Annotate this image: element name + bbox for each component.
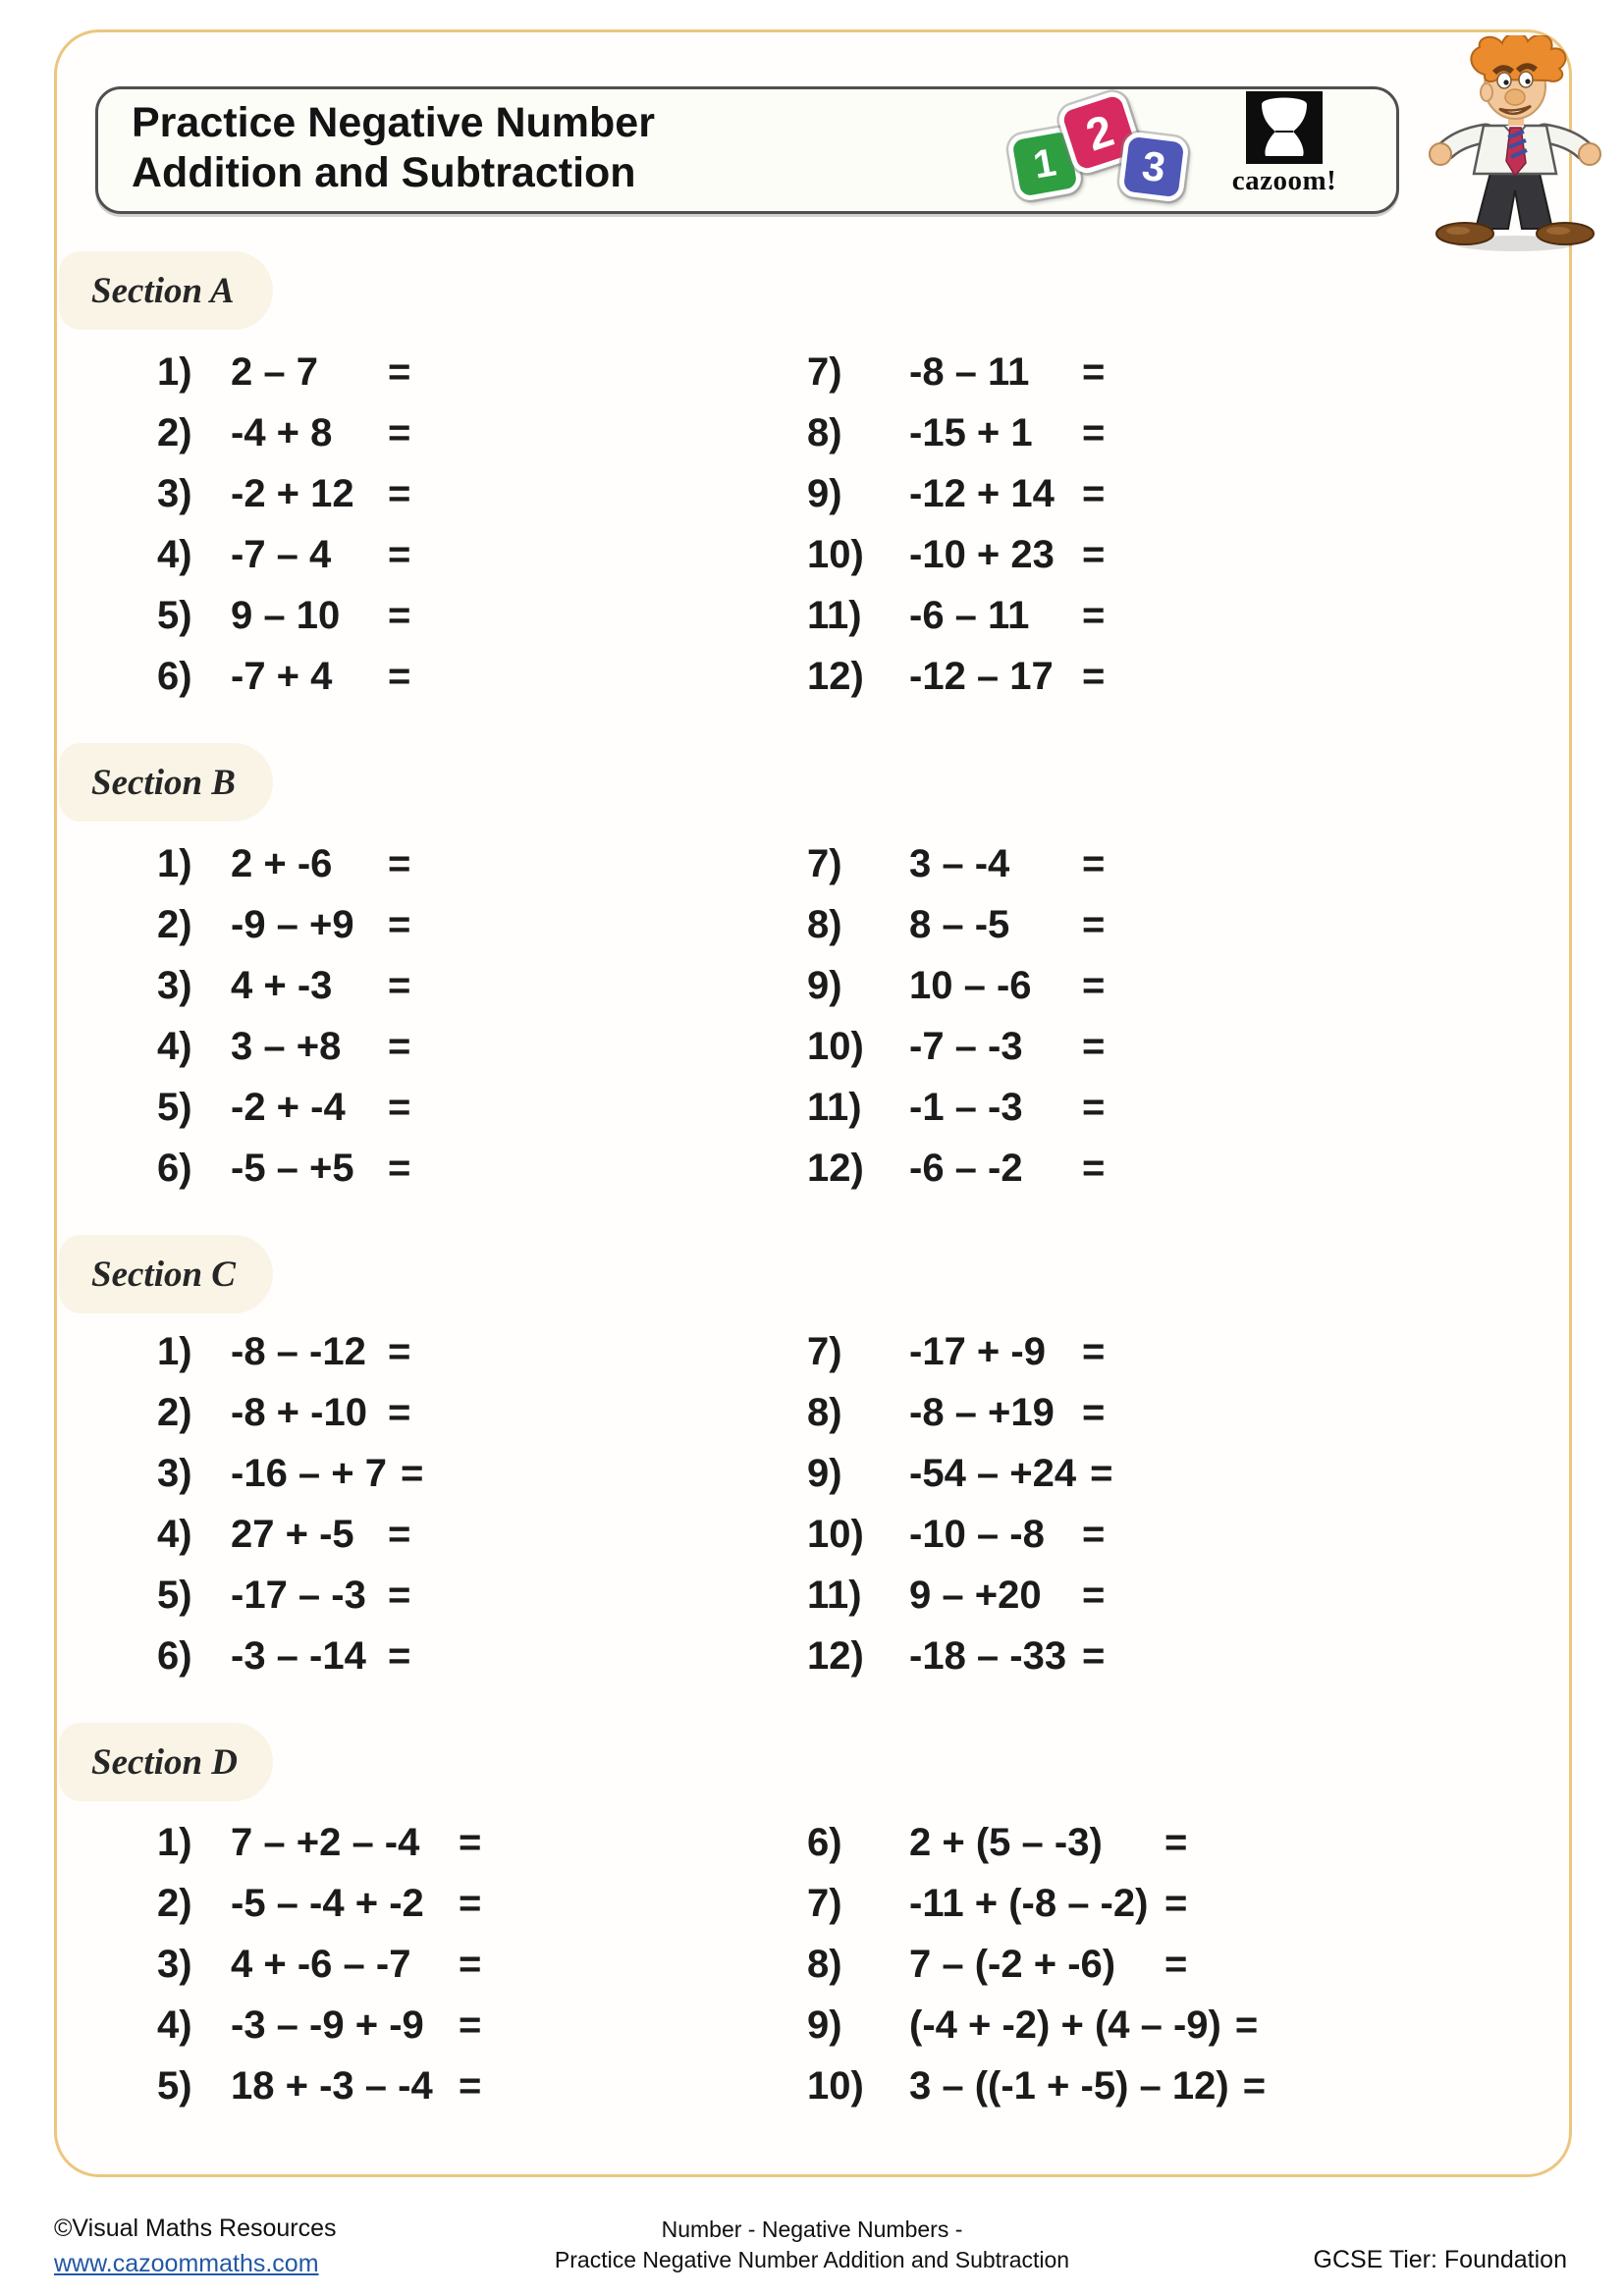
cazoom-wordmark: cazoom! <box>1231 165 1337 196</box>
problem-row <box>807 1995 1266 2056</box>
equals-sign: = <box>388 1085 411 1129</box>
problem-row <box>157 646 410 707</box>
problem-expression: -8 – -12 <box>231 1329 366 1373</box>
problem-expression: -5 – -4 + -2 <box>231 1881 424 1925</box>
problem-number: 3) <box>157 471 192 515</box>
equals-sign: = <box>1082 1085 1106 1129</box>
equals-sign: = <box>1082 1573 1106 1617</box>
equals-sign: = <box>1082 593 1106 637</box>
equals-sign: = <box>1082 841 1106 885</box>
section-d-column-left <box>157 1812 481 2116</box>
problem-expression: -12 + 14 <box>909 471 1055 515</box>
section-c-label: Section C <box>91 1254 236 1295</box>
equals-sign: = <box>388 1512 411 1556</box>
problem-number: 3) <box>157 1942 192 1986</box>
problem-row <box>807 1443 1113 1504</box>
equals-sign: = <box>459 2063 482 2108</box>
problem-row <box>807 1321 1113 1382</box>
problem-row <box>157 1321 423 1382</box>
problem-expression: -2 + 12 <box>231 471 354 515</box>
problem-number: 11) <box>807 593 862 637</box>
problem-expression: 27 + -5 <box>231 1512 354 1556</box>
problem-row <box>807 1934 1266 1995</box>
equals-sign: = <box>388 654 411 698</box>
problem-expression: 3 – ((-1 + -5) – 12) <box>909 2063 1229 2108</box>
equals-sign: = <box>1082 654 1106 698</box>
problem-number: 12) <box>807 654 864 698</box>
equals-sign: = <box>1082 532 1106 576</box>
problem-number: 1) <box>157 1329 192 1373</box>
footer-topic <box>321 2215 1303 2275</box>
problem-expression: -16 – + 7 <box>231 1451 388 1495</box>
equals-sign: = <box>388 902 411 946</box>
problem-row <box>807 1626 1113 1686</box>
equals-sign: = <box>1090 1451 1113 1495</box>
problem-number: 7) <box>807 349 842 394</box>
equals-sign: = <box>388 532 411 576</box>
problem-expression: -10 + 23 <box>909 532 1055 576</box>
problem-expression: -1 – -3 <box>909 1085 1023 1129</box>
problem-row <box>807 833 1105 894</box>
problem-number: 8) <box>807 1390 842 1434</box>
problem-number: 5) <box>157 593 192 637</box>
problem-expression: -3 – -14 <box>231 1633 366 1678</box>
section-d-header <box>59 1723 273 1801</box>
problem-number: 10) <box>807 1512 864 1556</box>
block-digit: 2 <box>1079 104 1120 161</box>
equals-sign: = <box>388 1573 411 1617</box>
problem-row <box>807 402 1105 463</box>
problem-expression: 2 + -6 <box>231 841 333 885</box>
equals-sign: = <box>1164 1820 1188 1864</box>
equals-sign: = <box>1242 2063 1267 2108</box>
problem-expression: -8 – +19 <box>909 1390 1055 1434</box>
equals-sign: = <box>388 471 411 515</box>
problem-expression: -5 – +5 <box>231 1146 354 1190</box>
problem-number: 1) <box>157 1820 192 1864</box>
section-a-header <box>59 251 273 330</box>
problem-row <box>807 463 1105 524</box>
equals-sign: = <box>388 1329 411 1373</box>
section-a-column-left <box>157 342 410 707</box>
problem-expression: 3 – -4 <box>909 841 1010 885</box>
problem-row <box>157 1382 423 1443</box>
problem-number: 1) <box>157 841 192 885</box>
page-title <box>132 98 655 198</box>
problem-number: 12) <box>807 1146 864 1190</box>
website-link[interactable]: www.cazoommaths.com <box>54 2250 319 2277</box>
problem-row <box>157 585 410 646</box>
problem-number: 6) <box>157 654 192 698</box>
problem-row <box>157 1565 423 1626</box>
equals-sign: = <box>1082 1633 1106 1678</box>
gcse-tier-label: GCSE Tier: Foundation <box>1313 2246 1567 2273</box>
section-b-header <box>59 743 273 822</box>
problem-expression: -17 – -3 <box>231 1573 366 1617</box>
problem-row <box>807 1565 1113 1626</box>
problem-row <box>807 342 1105 402</box>
problem-expression: -12 – 17 <box>909 654 1054 698</box>
equals-sign: = <box>388 841 411 885</box>
problem-row <box>157 833 410 894</box>
equals-sign: = <box>388 410 411 454</box>
problem-row <box>807 524 1105 585</box>
equals-sign: = <box>1082 1512 1106 1556</box>
problem-row <box>807 1077 1105 1138</box>
problem-row <box>157 402 410 463</box>
problem-row <box>157 955 410 1016</box>
problem-row <box>157 894 410 955</box>
problem-row <box>807 1812 1266 1873</box>
footer <box>0 2205 1624 2296</box>
section-b-label: Section B <box>91 762 236 803</box>
page-title-line1: Practice Negative Number <box>132 99 655 146</box>
page-title-line2: Addition and Subtraction <box>132 149 636 196</box>
section-b-column-left <box>157 833 410 1199</box>
problem-expression: -9 – +9 <box>231 902 354 946</box>
block-digit: 1 <box>1030 139 1059 187</box>
problem-row <box>807 1504 1113 1565</box>
equals-sign: = <box>1082 963 1106 1007</box>
problem-row <box>157 524 410 585</box>
problem-expression: -18 – -33 <box>909 1633 1067 1678</box>
equals-sign: = <box>459 1942 482 1986</box>
block-digit: 3 <box>1139 141 1168 191</box>
section-d-label: Section D <box>91 1741 239 1783</box>
equals-sign: = <box>459 2002 482 2047</box>
problem-expression: 2 + (5 – -3) <box>909 1820 1103 1864</box>
problem-row <box>807 894 1105 955</box>
section-b-column-right <box>807 833 1105 1199</box>
section-a-label: Section A <box>91 270 235 311</box>
problem-number: 4) <box>157 2002 192 2047</box>
number-block-3 <box>1117 131 1190 203</box>
problem-number: 9) <box>807 1451 842 1495</box>
problem-number: 7) <box>807 1329 842 1373</box>
equals-sign: = <box>1082 349 1106 394</box>
problem-number: 11) <box>807 1085 862 1129</box>
section-c-header <box>59 1235 273 1313</box>
problem-number: 6) <box>157 1146 192 1190</box>
footer-attribution <box>54 2211 337 2281</box>
problem-row <box>807 955 1105 1016</box>
problem-row <box>807 585 1105 646</box>
problem-expression: -8 – 11 <box>909 349 1030 394</box>
problem-number: 11) <box>807 1573 862 1617</box>
equals-sign: = <box>388 963 411 1007</box>
equals-sign: = <box>388 1633 411 1678</box>
problem-expression: 4 + -3 <box>231 963 333 1007</box>
problem-expression: 4 + -6 – -7 <box>231 1942 411 1986</box>
problem-expression: -4 + 8 <box>231 410 333 454</box>
problem-row <box>807 1016 1105 1077</box>
problem-row <box>157 1138 410 1199</box>
problem-number: 10) <box>807 532 864 576</box>
problem-expression: -3 – -9 + -9 <box>231 2002 424 2047</box>
problem-number: 6) <box>157 1633 192 1678</box>
problem-number: 2) <box>157 1881 192 1925</box>
problem-expression: -54 – +24 <box>909 1451 1077 1495</box>
copyright-text: ©Visual Maths Resources <box>54 2215 337 2242</box>
problem-expression: 9 – +20 <box>909 1573 1042 1617</box>
equals-sign: = <box>1234 2002 1259 2047</box>
number-blocks-logo <box>1009 99 1191 205</box>
topic-line1: Number - Negative Numbers - <box>661 2216 963 2242</box>
problem-expression: 7 – +2 – -4 <box>231 1820 420 1864</box>
djembe-drum-icon <box>1246 91 1323 164</box>
problem-number: 5) <box>157 1085 192 1129</box>
problem-row <box>807 646 1105 707</box>
equals-sign: = <box>1164 1942 1188 1986</box>
problem-expression: -10 – -8 <box>909 1512 1045 1556</box>
problem-number: 9) <box>807 963 842 1007</box>
problem-row <box>807 2056 1266 2116</box>
problem-number: 7) <box>807 1881 842 1925</box>
problem-row <box>807 1873 1266 1934</box>
problem-expression: (-4 + -2) + (4 – -9) <box>909 2002 1221 2047</box>
problem-number: 10) <box>807 2063 864 2108</box>
problem-row <box>157 1873 481 1934</box>
problem-expression: -6 – 11 <box>909 593 1030 637</box>
problem-row <box>157 1995 481 2056</box>
cartoon-teacher-character <box>1411 35 1619 253</box>
problem-expression: 18 + -3 – -4 <box>231 2063 433 2108</box>
problem-expression: 9 – 10 <box>231 593 341 637</box>
problem-number: 8) <box>807 902 842 946</box>
section-c-column-right <box>807 1321 1113 1686</box>
problem-number: 2) <box>157 902 192 946</box>
problem-number: 6) <box>807 1820 842 1864</box>
equals-sign: = <box>1082 1390 1106 1434</box>
problem-number: 4) <box>157 1024 192 1068</box>
problem-expression: -6 – -2 <box>909 1146 1023 1190</box>
problem-expression: -7 – -3 <box>909 1024 1023 1068</box>
equals-sign: = <box>388 1024 411 1068</box>
equals-sign: = <box>459 1881 482 1925</box>
problem-expression: 10 – -6 <box>909 963 1032 1007</box>
problem-row <box>157 1077 410 1138</box>
problem-number: 4) <box>157 1512 192 1556</box>
problem-expression: -8 + -10 <box>231 1390 367 1434</box>
equals-sign: = <box>401 1451 424 1495</box>
problem-number: 9) <box>807 2002 842 2047</box>
problem-number: 5) <box>157 1573 192 1617</box>
equals-sign: = <box>388 1390 411 1434</box>
equals-sign: = <box>1082 1329 1106 1373</box>
problem-row <box>157 1934 481 1995</box>
equals-sign: = <box>1082 410 1106 454</box>
problem-row <box>157 2056 481 2116</box>
problem-expression: 8 – -5 <box>909 902 1010 946</box>
section-d-column-right <box>807 1812 1266 2116</box>
equals-sign: = <box>1082 471 1106 515</box>
problem-expression: 2 – 7 <box>231 349 318 394</box>
cazoom-logo <box>1223 91 1345 197</box>
problem-row <box>157 463 410 524</box>
topic-line2: Practice Negative Number Addition and Subtraction <box>554 2247 1070 2272</box>
problem-number: 3) <box>157 1451 192 1495</box>
equals-sign: = <box>1082 1146 1106 1190</box>
problem-number: 5) <box>157 2063 192 2108</box>
title-box <box>95 86 1399 214</box>
problem-expression: -7 – 4 <box>231 532 332 576</box>
equals-sign: = <box>1082 902 1106 946</box>
problem-row <box>157 1626 423 1686</box>
problem-number: 1) <box>157 349 192 394</box>
problem-number: 12) <box>807 1633 864 1678</box>
problem-row <box>157 1812 481 1873</box>
problem-number: 9) <box>807 471 842 515</box>
section-c-column-left <box>157 1321 423 1686</box>
problem-number: 2) <box>157 410 192 454</box>
problem-number: 3) <box>157 963 192 1007</box>
problem-number: 2) <box>157 1390 192 1434</box>
problem-expression: -2 + -4 <box>231 1085 346 1129</box>
problem-number: 7) <box>807 841 842 885</box>
problem-expression: -15 + 1 <box>909 410 1033 454</box>
problem-row <box>157 1504 423 1565</box>
problem-expression: -17 + -9 <box>909 1329 1046 1373</box>
problem-row <box>157 1443 423 1504</box>
problem-row <box>807 1138 1105 1199</box>
equals-sign: = <box>1164 1881 1188 1925</box>
problem-number: 4) <box>157 532 192 576</box>
equals-sign: = <box>388 1146 411 1190</box>
equals-sign: = <box>388 593 411 637</box>
problem-row <box>157 342 410 402</box>
problem-expression: -7 + 4 <box>231 654 333 698</box>
problem-expression: -11 + (-8 – -2) <box>909 1881 1149 1925</box>
problem-expression: 7 – (-2 + -6) <box>909 1942 1116 1986</box>
equals-sign: = <box>1082 1024 1106 1068</box>
problem-number: 8) <box>807 1942 842 1986</box>
problem-row <box>157 1016 410 1077</box>
problem-number: 10) <box>807 1024 864 1068</box>
equals-sign: = <box>459 1820 482 1864</box>
problem-row <box>807 1382 1113 1443</box>
equals-sign: = <box>388 349 411 394</box>
section-a-column-right <box>807 342 1105 707</box>
problem-expression: 3 – +8 <box>231 1024 342 1068</box>
problem-number: 8) <box>807 410 842 454</box>
